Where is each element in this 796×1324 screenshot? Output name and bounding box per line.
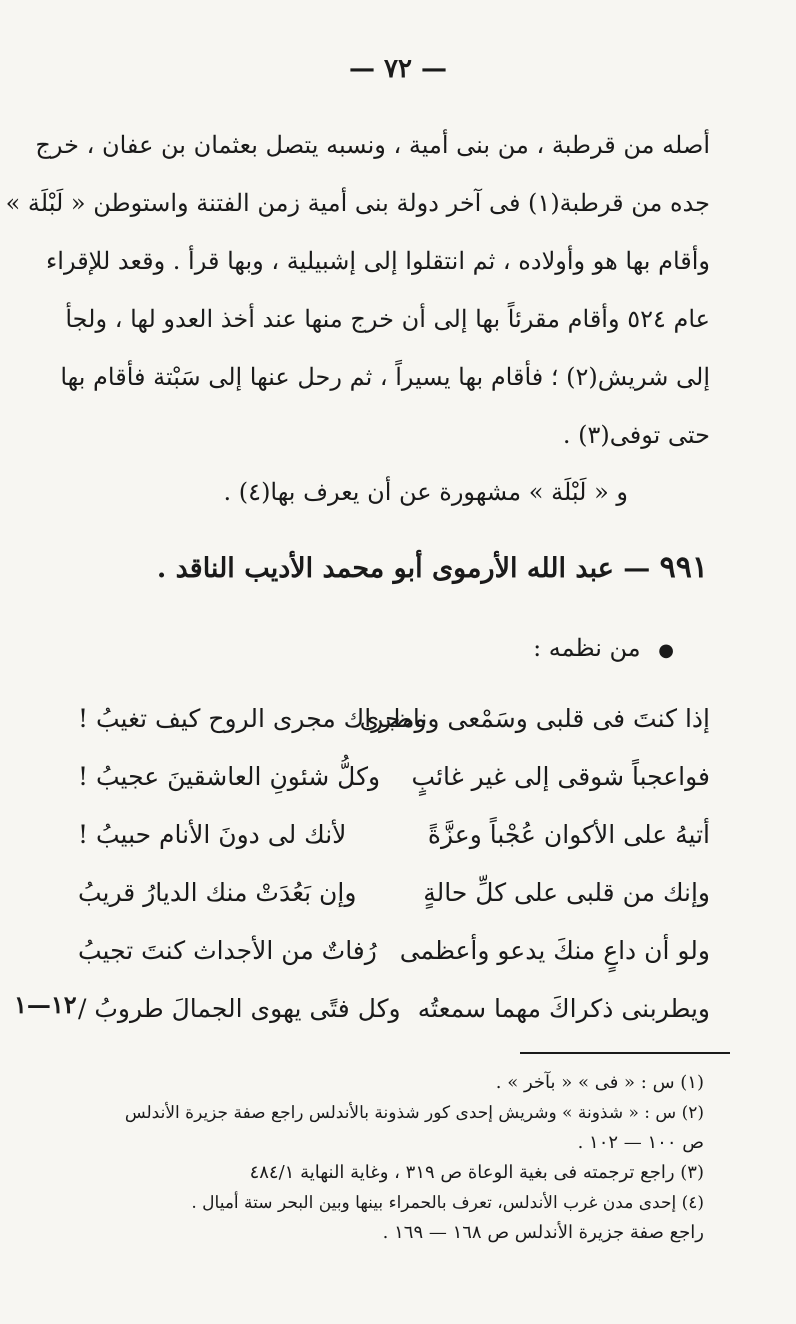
poem-verse bbox=[78, 986, 710, 1044]
footnote-continuation: ص ١٠٠ — ١٠٢ . bbox=[577, 1132, 704, 1153]
prose-line: عام ٥٢٤ وأقام مقرئاً بها إلى أن خرج منها عند أخذ العدو لها ، ولجأ bbox=[65, 305, 710, 333]
verse-second-hemistich: لأنك لى دونَ الأنام حبيبُ ! bbox=[78, 820, 347, 849]
signature-marker: ١٢—١ bbox=[14, 990, 77, 1019]
poem-verse bbox=[78, 870, 710, 928]
verse-first-hemistich: وإنك من قلبى على كلِّ حالةٍ bbox=[423, 878, 710, 907]
verse-first-hemistich: ويطربنى ذكراكَ مهما سمعتُه bbox=[417, 994, 710, 1023]
verse-first-hemistich: ولو أن داعٍ منكَ يدعو وأعظمى bbox=[399, 936, 710, 965]
poem-verse bbox=[78, 754, 710, 812]
poem-intro bbox=[533, 634, 674, 662]
footnote: (٤) إحدى مدن غرب الأندلس، تعرف بالحمراء بينها وبين البحر ستة أميال . bbox=[191, 1193, 704, 1213]
footnote-continuation: راجع صفة جزيرة الأندلس ص ١٦٨ — ١٦٩ . bbox=[382, 1222, 704, 1243]
footnotes bbox=[76, 1068, 704, 1248]
poem-verse bbox=[78, 812, 710, 870]
verse-first-hemistich: أتيهُ على الأكوان عُجْباً وعزَّةً bbox=[427, 820, 710, 849]
footnote: (٢) س : « شذونة » وشريش إحدى كور شذونة بالأندلس راجع صفة جزيرة الأندلس bbox=[124, 1103, 704, 1123]
labla-note: و « لَبْلَة » مشهورة عن أن يعرف بها(٤) . bbox=[223, 478, 628, 506]
bullet-icon: ● bbox=[658, 640, 674, 661]
footnote: (١) س : « فى » « بآخر » . bbox=[495, 1072, 704, 1093]
verse-second-hemistich: وإن بَعُدَتْ منك الديارُ قريبُ bbox=[78, 878, 357, 907]
verse-second-hemistich: وكلُّ شئونِ العاشقينَ عجيبُ ! bbox=[78, 762, 381, 791]
poem-intro-text: من نظمه : bbox=[533, 634, 641, 662]
prose-line: حتى توفى(٣) . bbox=[562, 421, 710, 449]
biography-paragraph bbox=[5, 116, 710, 464]
poem-verse bbox=[78, 696, 710, 754]
page-number: — ٧٢ — bbox=[348, 54, 448, 84]
prose-line: أصله من قرطبة ، من بنى أمية ، ونسبه يتصل بعثمان بن عفان ، خرج bbox=[35, 131, 710, 159]
verse-second-hemistich: ومجراك مجرى الروح كيف تغيبُ ! bbox=[78, 704, 427, 733]
poem-verse bbox=[78, 928, 710, 986]
entry-heading bbox=[157, 550, 708, 585]
entry-number: ٩٩١ bbox=[659, 550, 708, 585]
prose-line: إلى شريش(٢) ؛ فأقام بها يسيراً ، ثم رحل عنها إلى سَبْتة فأقام بها bbox=[60, 363, 710, 391]
prose-line: جده من قرطبة(١) فى آخر دولة بنى أمية زمن الفتنة واستوطن « لَبْلَة » bbox=[5, 189, 710, 217]
verse-second-hemistich: رُفاتٌ من الأجداث كنتَ تجيبُ bbox=[78, 936, 377, 965]
poem bbox=[78, 696, 710, 1044]
entry-title: — عبد الله الأرموى أبو محمد الأديب الناقد . bbox=[156, 553, 651, 584]
verse-first-hemistich: إذا كنتَ فى قلبى وسَمْعى وناظرى bbox=[359, 704, 710, 733]
prose-line: وأقام بها هو وأولاده ، ثم انتقلوا إلى إشبيلية ، وبها قرأ . وقعد للإقراء bbox=[46, 247, 710, 275]
verse-first-hemistich: فواعجباً شوقى إلى غير غائبٍ bbox=[411, 762, 710, 791]
verse-second-hemistich: وكل فتًى يهوى الجمالَ طروبُ / bbox=[78, 994, 401, 1023]
footnote: (٣) راجع ترجمته فى بغية الوعاة ص ٣١٩ ، وغاية النهاية ٤٨٤/١ bbox=[249, 1162, 704, 1183]
footnote-divider bbox=[520, 1052, 730, 1054]
